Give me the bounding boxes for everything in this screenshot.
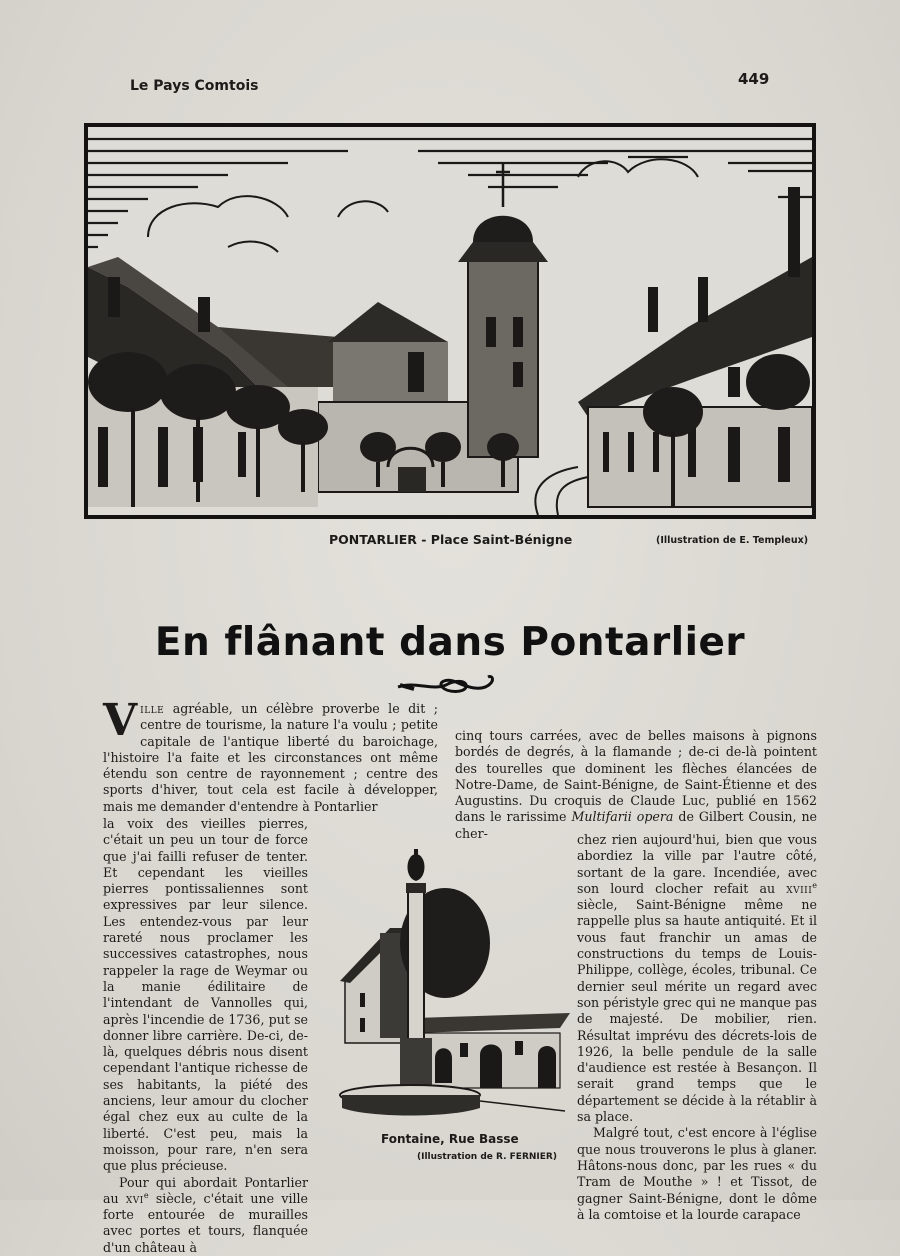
ordinal-superscript: e xyxy=(812,880,817,890)
text-run: Pour qui abordait Pontarlier au xyxy=(103,1174,308,1206)
book-title-italic: Multifarii opera xyxy=(571,809,674,825)
main-illustration xyxy=(84,123,816,519)
article-title: En flânant dans Pontarlier xyxy=(154,620,746,665)
fountain-caption: Fontaine, Rue Basse xyxy=(381,1132,519,1146)
article-column-left-narrow xyxy=(103,816,308,1256)
running-head: Le Pays Comtois xyxy=(130,78,259,94)
page-number: 449 xyxy=(738,70,770,88)
ornament-flourish-icon xyxy=(396,673,496,699)
text-run: de Gilbert Cousin, ne cher- xyxy=(455,809,818,841)
fountain-drawing-image xyxy=(330,833,570,1118)
article-column-right-narrow xyxy=(577,832,817,1223)
paragraph-text: agréable, un célèbre proverbe le dit ; centre de tourisme, la nature l'a voulu ; petite capitale de l'antique liberté du baroichage, l'histoire l'a faite et les circonstances ont même étendu son centre de rayonnement ; centre des sports d'hiver, tout cela est facile à développer, mais me demander d'entendre à Pontarlier xyxy=(103,701,438,814)
fountain-credit: (Illustration de R. FERNIER) xyxy=(417,1152,557,1162)
fountain-illustration xyxy=(330,833,570,1118)
text-run: chez rien aujourd'hui, bien que vous abordiez la ville par l'autre côté, sortant de la gare. Incendiée, avec son lourd clocher refait au xyxy=(577,832,817,896)
article-column-right-top xyxy=(455,728,817,842)
woodcut-place-saint-benigne-image xyxy=(88,127,812,515)
main-illustration-credit: (Illustration de E. Templeux) xyxy=(656,535,809,546)
opening-word-smallcaps: ille xyxy=(140,701,165,716)
text-run: cinq tours carrées, avec de belles maisons à pignons bordés de degrés, à la flamande ; de-ci de-là pointent des tourelles que dominent les flèches élancées de Notre-Dame, de Saint-Bénigne, de Saint-Étienne et des Augustins. Du croquis de Claude Luc, publié en 1562 dans le rarissime xyxy=(455,728,817,825)
main-illustration-caption: PONTARLIER - Place Saint-Bénigne xyxy=(329,532,573,547)
paragraph-text xyxy=(103,1175,308,1256)
article-column-left-top xyxy=(103,695,438,815)
ordinal-superscript: e xyxy=(143,1190,149,1200)
drop-cap: V xyxy=(103,695,138,746)
text-run: siècle, Saint-Bénigne même ne rappelle plus sa haute antiquité. Et il vous faut franchir un amas de constructions du temps de Louis-Philippe, collège, écoles, tribunal. Ce dernier seul mérite un regard avec son péristyle grec qui ne manque pas de majesté. De mobilier, rien. Résultat imprévu des décrets-lois de 1926, la belle pendule de la salle d'audience est restée à Besançon. Il serait grand temps que le département se décide à la rétablir à sa place. xyxy=(577,897,817,1125)
paragraph-text: Malgré tout, c'est encore à l'église que nous trouverons le plus à glaner. Hâtons-nous donc, par les rues « du Tram de Mouthe » ! et Tissot, de gagner Saint-Bénigne, dont le dôme à la comtoise et la lourde carapace xyxy=(577,1125,817,1222)
century-numeral: xvi xyxy=(125,1190,144,1206)
paragraph-text: la voix des vieilles pierres, c'était un peu un tour de force que j'ai failli refuser de tenter. Et cependant les vieilles pierres pontissaliennes sont expressives par leur silence. Les entendez-vous par leur rareté nous proclamer les successives catastrophes, nous rappeler la rage de Weymar ou la manie édilitaire de l'intendant de Vannolles qui, après l'incendie de 1736, put se donner libre carrière. De-ci, de-là, quelques débris nous disent cependant l'antique richesse de ses habitants, la piété des anciens, leur amour du clocher égal chez eux au culte de la liberté. C'est peu, mais la moisson, pour rare, n'en sera que plus précieuse. xyxy=(103,816,308,1174)
text-run: siècle, c'était une ville forte entourée de murailles avec portes et tours, flanquée d'un château à xyxy=(103,1190,308,1255)
century-numeral: xviii xyxy=(786,880,813,896)
